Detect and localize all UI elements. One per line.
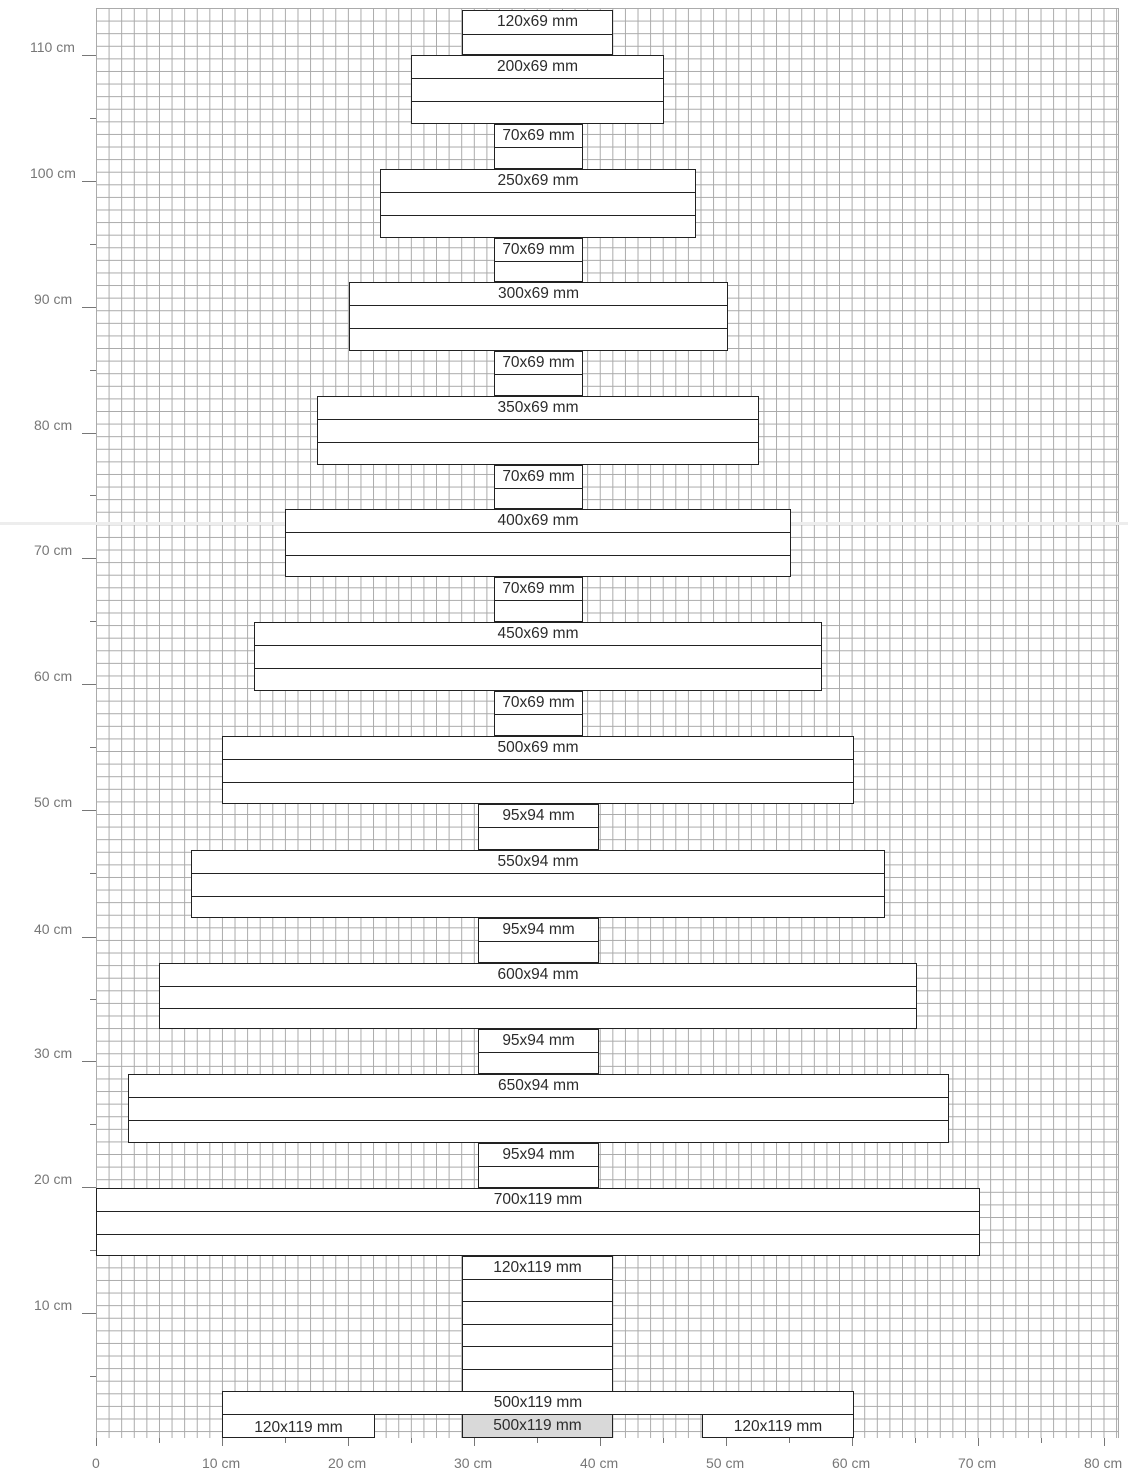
x-axis-label: 60 cm — [832, 1455, 871, 1471]
tile-block — [462, 1256, 613, 1392]
y-axis-label: 110 cm — [30, 39, 75, 55]
tile-block — [285, 509, 791, 577]
x-axis-tick — [852, 1438, 853, 1446]
x-axis-minor-tick — [411, 1438, 412, 1443]
y-axis-tick — [82, 1061, 96, 1062]
y-axis-minor-tick — [90, 244, 96, 245]
x-axis-label: 50 cm — [706, 1455, 745, 1471]
y-axis-tick — [82, 1187, 96, 1188]
tile-label: 120x69 mm — [497, 13, 578, 30]
y-axis-tick — [82, 55, 96, 56]
tile-label: 95x94 mm — [502, 1146, 575, 1163]
tile-label: 550x94 mm — [497, 853, 579, 870]
y-axis-label: 20 cm — [34, 1171, 73, 1187]
x-axis-tick — [348, 1438, 349, 1446]
x-axis-tick — [222, 1438, 223, 1446]
tile-block — [349, 282, 728, 351]
tile-block — [494, 124, 583, 169]
tile-label: 120x119 mm — [733, 1418, 823, 1435]
y-axis-label: 80 cm — [34, 417, 73, 433]
tile-label: 70x69 mm — [502, 127, 575, 144]
tile-block — [222, 1391, 854, 1415]
tile-label: 250x69 mm — [497, 172, 579, 189]
tile-label: 95x94 mm — [502, 807, 575, 824]
tile-block — [411, 55, 664, 124]
tile-block — [128, 1074, 949, 1143]
x-axis-minor-tick — [537, 1438, 538, 1443]
tile-block — [159, 963, 917, 1029]
y-axis-minor-tick — [90, 999, 96, 1000]
tile-block — [380, 169, 696, 238]
tile-label: 600x94 mm — [497, 966, 579, 983]
x-axis-label: 80 cm — [1084, 1455, 1123, 1471]
tile-label: 350x69 mm — [497, 399, 579, 416]
y-axis-tick — [82, 433, 96, 434]
x-axis-minor-tick — [285, 1438, 286, 1443]
y-axis-label: 100 cm — [30, 165, 76, 181]
tile-label: 70x69 mm — [502, 354, 575, 371]
tile-block — [478, 804, 599, 850]
tile-block — [462, 10, 613, 55]
tile-label: 700x119 mm — [493, 1191, 583, 1208]
x-axis-minor-tick — [663, 1438, 664, 1443]
x-axis-tick — [600, 1438, 601, 1446]
tile-label: 95x94 mm — [502, 1032, 575, 1049]
x-axis-minor-tick — [159, 1438, 160, 1443]
tile-block — [222, 736, 854, 804]
tile-label: 500x119 mm — [493, 1417, 582, 1434]
x-axis-minor-tick — [789, 1438, 790, 1443]
y-axis-tick — [82, 558, 96, 559]
x-axis-minor-tick — [1041, 1438, 1042, 1443]
tile-label: 650x94 mm — [498, 1077, 579, 1094]
tile-label: 95x94 mm — [502, 921, 575, 938]
y-axis-label: 10 cm — [34, 1297, 73, 1313]
y-axis-tick — [82, 937, 96, 938]
tile-block — [494, 238, 583, 282]
y-axis-minor-tick — [90, 370, 96, 371]
y-axis-tick — [82, 1313, 96, 1314]
y-axis-tick — [82, 181, 96, 182]
tile-label: 120x119 mm — [493, 1259, 582, 1276]
tile-block — [96, 1188, 980, 1256]
x-axis-tick — [726, 1438, 727, 1446]
y-axis-label: 60 cm — [34, 668, 73, 684]
tile-block — [478, 1029, 599, 1074]
tile-block — [191, 850, 885, 918]
y-axis-label: 30 cm — [34, 1045, 73, 1061]
y-axis-label: 50 cm — [34, 794, 73, 810]
tile-label: 300x69 mm — [498, 285, 579, 302]
x-axis-label: 10 cm — [202, 1455, 241, 1471]
y-axis-minor-tick — [90, 495, 96, 496]
x-axis-tick — [96, 1438, 97, 1446]
x-axis-label: 30 cm — [454, 1455, 493, 1471]
tile-block — [702, 1414, 854, 1438]
tile-block — [494, 691, 583, 736]
tile-block — [317, 396, 759, 465]
y-axis-label: 70 cm — [34, 542, 73, 558]
y-axis-minor-tick — [90, 118, 96, 119]
y-axis-minor-tick — [90, 873, 96, 874]
tile-block — [494, 465, 583, 509]
tile-label: 120x119 mm — [254, 1419, 343, 1436]
tile-label: 400x69 mm — [497, 512, 579, 529]
y-axis-minor-tick — [90, 621, 96, 622]
y-axis-tick — [82, 810, 96, 811]
x-axis-label: 20 cm — [328, 1455, 367, 1471]
tile-label: 200x69 mm — [497, 58, 578, 75]
x-axis-tick — [474, 1438, 475, 1446]
x-axis-minor-tick — [915, 1438, 916, 1443]
tile-block — [494, 577, 583, 622]
y-axis-tick — [82, 684, 96, 685]
tile-label: 450x69 mm — [497, 625, 579, 642]
tile-label: 70x69 mm — [502, 694, 575, 711]
y-axis-tick — [82, 307, 96, 308]
tile-block — [254, 622, 822, 691]
tile-label: 70x69 mm — [502, 580, 575, 597]
y-axis-minor-tick — [90, 1376, 96, 1377]
tile-block-highlighted — [462, 1414, 613, 1438]
y-axis-minor-tick — [90, 1124, 96, 1125]
tile-block — [478, 1143, 599, 1188]
tile-label: 70x69 mm — [502, 468, 575, 485]
y-axis-minor-tick — [90, 747, 96, 748]
y-axis-label: 40 cm — [34, 921, 73, 937]
x-axis-label: 0 — [92, 1455, 100, 1471]
x-axis-label: 40 cm — [580, 1455, 619, 1471]
tile-block — [222, 1414, 375, 1438]
tile-block — [478, 918, 599, 963]
y-axis-label: 90 cm — [34, 291, 73, 307]
tile-label: 70x69 mm — [502, 241, 575, 258]
tile-label: 500x69 mm — [497, 739, 579, 756]
tile-label: 500x119 mm — [493, 1394, 583, 1411]
x-axis-tick — [1104, 1438, 1105, 1446]
x-axis-tick — [978, 1438, 979, 1446]
tile-block — [494, 351, 583, 396]
x-axis-label: 70 cm — [958, 1455, 997, 1471]
